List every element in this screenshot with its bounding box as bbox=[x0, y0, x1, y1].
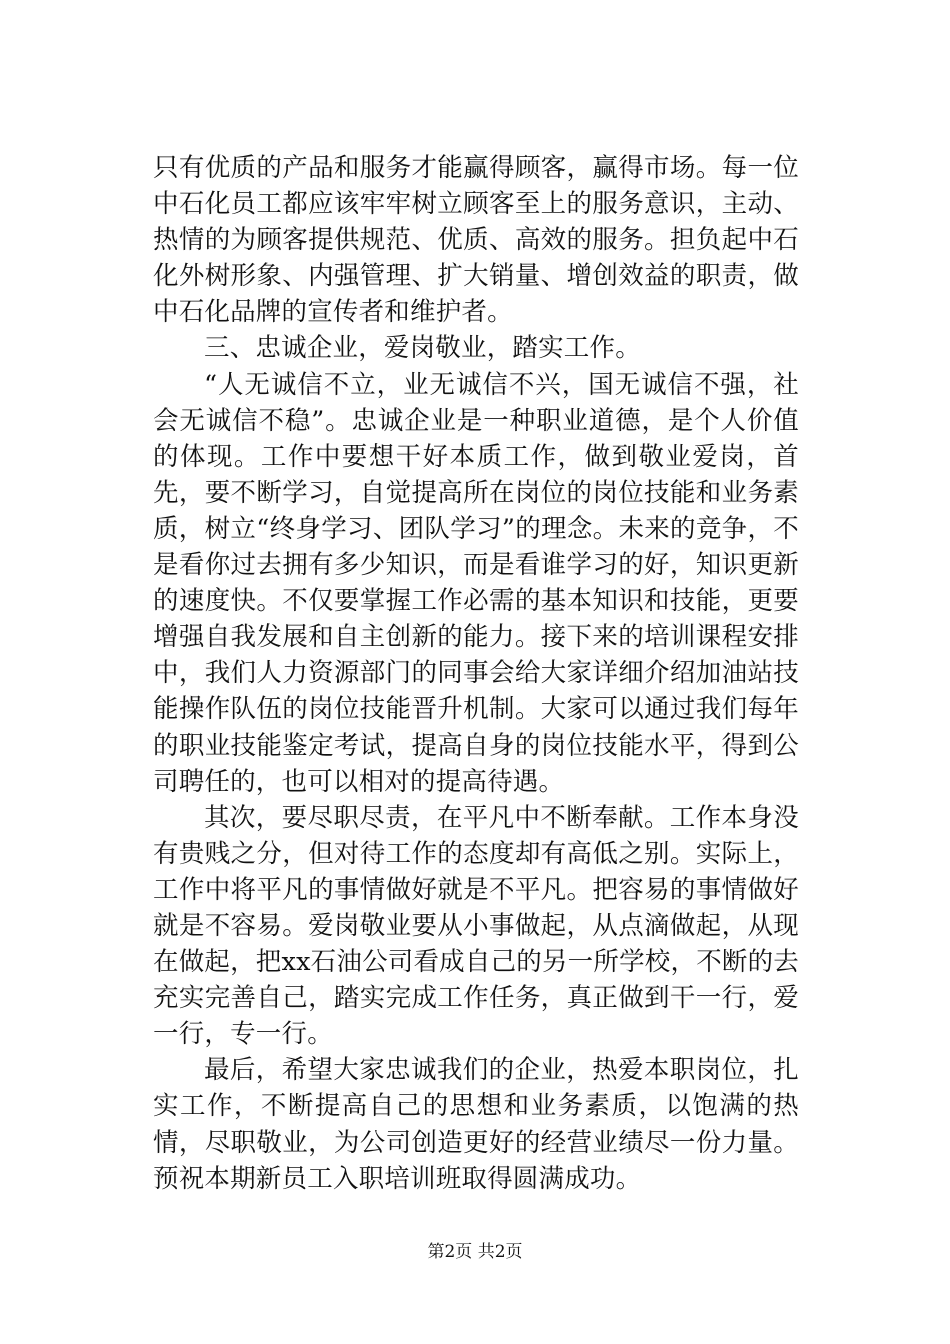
paragraph-continued: 只有优质的产品和服务才能赢得顾客，赢得市场。每一位中石化员工都应该牢牢树立顾客至上的服务意识，主动、热情的为顾客提供规范、优质、高效的服务。担负起中石化外树形象、内强管理、扩大销量、增创效益的职责，做中石化品牌的宣传者和维护者。 bbox=[153, 153, 799, 328]
paragraph-closing: 最后，希望大家忠诚我们的企业，热爱本职岗位，扎实工作，不断提高自己的思想和业务素质，以饱满的热情，尽职敬业，为公司创造更好的经营业绩尽一份力量。预祝本期新员工入职培训班取得圆满成功。 bbox=[153, 1055, 799, 1194]
paragraph-integrity: “人无诚信不立，业无诚信不兴，国无诚信不强，社会无诚信不稳”。忠诚企业是一种职业道德，是个人价值的体现。工作中要想干好本质工作，做到敬业爱岗，首先，要不断学习，自觉提高所在岗位的岗位技能和业务素质，树立“终身学习、团队学习”的理念。未来的竞争，不是看你过去拥有多少知识，而是看谁学习的好，知识更新的速度快。不仅要掌握工作必需的基本知识和技能，更要增强自我发展和自主创新的能力。接下来的培训课程安排中，我们人力资源部门的同事会给大家详细介绍加油站技能操作队伍的岗位技能晋升机制。大家可以通过我们每年的职业技能鉴定考试，提高自身的岗位技能水平，得到公司聘任的，也可以相对的提高待遇。 bbox=[153, 369, 799, 797]
paragraph-dedication: 其次，要尽职尽责，在平凡中不断奉献。工作本身没有贵贱之分，但对待工作的态度却有高低之别。实际上，工作中将平凡的事情做好就是不平凡。把容易的事情做好就是不容易。爱岗敬业要从小事做起，从点滴做起，从现在做起，把xx石油公司看成自己的另一所学校，不断的去充实完善自己，踏实完成工作任务，真正做到干一行，爱一行，专一行。 bbox=[153, 802, 799, 1050]
page-number-footer: 第2页 共2页 bbox=[427, 1242, 523, 1262]
document-body bbox=[153, 150, 799, 1197]
section-heading-three: 三、忠诚企业，爱岗敬业，踏实工作。 bbox=[204, 333, 641, 364]
